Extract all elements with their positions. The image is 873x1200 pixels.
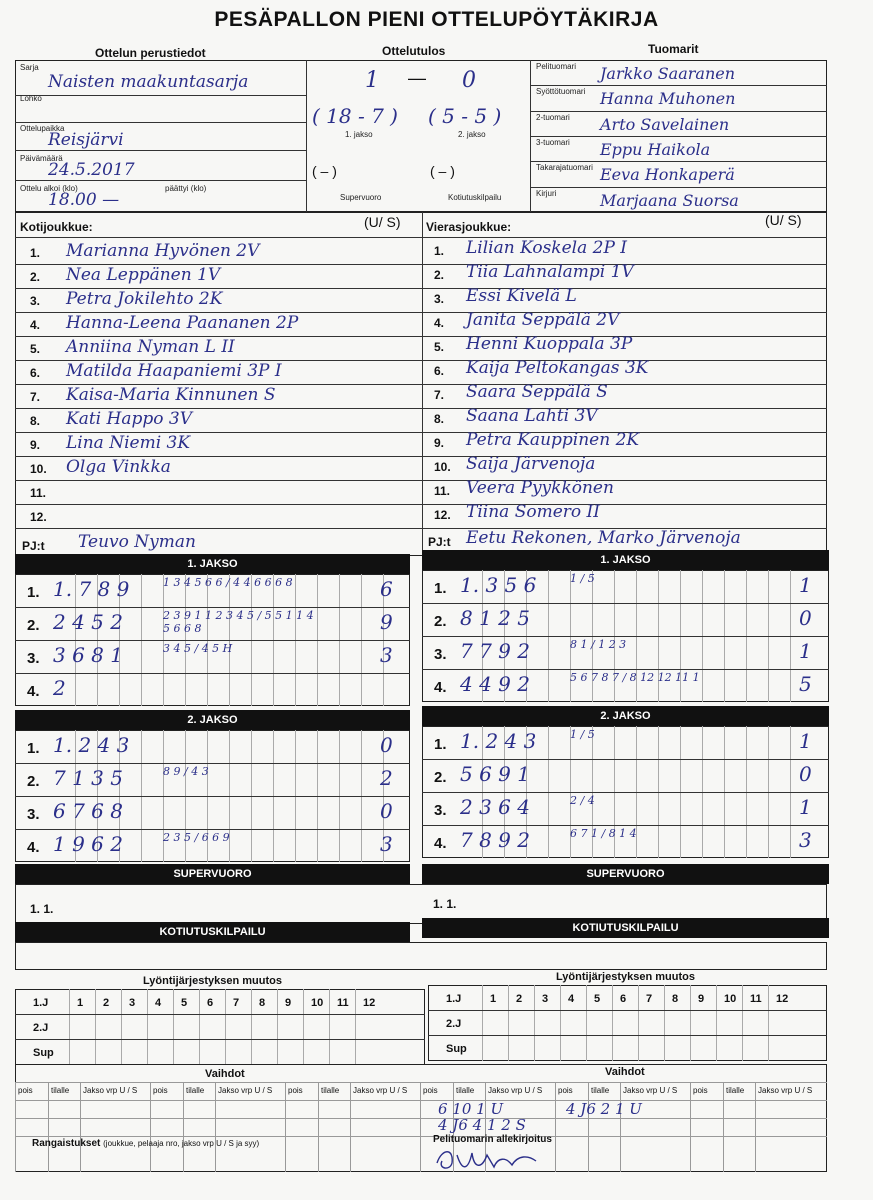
home-run-notes: 8 9 / 4 3: [163, 765, 209, 778]
vaihdot-column-header: pois: [423, 1086, 438, 1095]
rangaistukset-hint: (joukkue, pelaaja nro, jakso vrp U / S ja syy): [103, 1139, 260, 1148]
home-lyonti-col: 4: [155, 997, 162, 1009]
away-runs-total: 1: [799, 639, 812, 663]
home-lyonti-col: 12: [363, 997, 376, 1009]
home-player-name: Kati Happo 3V: [66, 409, 192, 429]
referee-name: Eppu Haikola: [600, 139, 711, 159]
referee-role: Kirjuri: [536, 188, 557, 198]
away-inning-label: 3.: [434, 646, 447, 663]
home-inning-label: 1.: [27, 740, 40, 757]
away-supervuoro-row: 1. 1.: [433, 897, 457, 911]
home-lyonti-col: 2: [103, 997, 110, 1009]
away-batting-sequence: 8 1 2 5: [460, 606, 530, 630]
supervuoro-score: ( – ): [312, 163, 337, 179]
home-inning-label: 1.: [27, 584, 40, 601]
result-header: Ottelutulos: [382, 44, 446, 58]
away-inning-label: 4.: [434, 835, 447, 852]
supervuoro-label: Supervuoro: [340, 193, 382, 202]
home-player-name: Lina Niemi 3K: [66, 433, 191, 453]
away-run-notes: 1 / 5: [570, 572, 595, 585]
result-dash: —: [408, 68, 426, 88]
away-player-number: 4.: [434, 316, 445, 330]
away-lyonti-col: 12: [776, 993, 789, 1005]
home-pj-label: PJ:t: [22, 539, 45, 553]
away-jakso1-band: 1. JAKSO: [422, 550, 829, 570]
referee-name: Jarkko Saaranen: [600, 64, 736, 83]
home-batting-sequence: 7 1 3 5: [53, 766, 123, 790]
home-player-number: 2.: [30, 270, 41, 284]
home-batting-sequence: 3 6 8 1: [53, 643, 123, 667]
signature-label: Pelituomarin allekirjoitus: [433, 1134, 552, 1145]
away-runs-total: 1: [799, 573, 812, 597]
referee-role: 3-tuomari: [536, 137, 570, 147]
home-player-name: Kaisa-Maria Kinnunen S: [66, 385, 276, 405]
home-vaihdot-title: Vaihdot: [205, 1068, 245, 1080]
home-lyonti-row: 1.J: [33, 997, 49, 1009]
vaihdot-column-header: tilalle: [186, 1086, 205, 1095]
home-player-number: 3.: [30, 294, 41, 308]
away-runs-total: 0: [799, 762, 812, 786]
home-kotiutus-band: KOTIUTUSKILPAILU: [15, 922, 410, 942]
home-lyonti-col: 11: [337, 997, 349, 1009]
away-run-notes: 2 / 4: [570, 794, 595, 807]
away-player-name: Janita Seppälä 2V: [466, 310, 620, 330]
kotiutus-score: ( – ): [430, 163, 455, 179]
home-lyonti-col: 8: [259, 997, 266, 1009]
referee-name: Eeva Honkaperä: [600, 165, 735, 185]
referee-role: Pelituomari: [536, 62, 577, 71]
away-lyonti-col: 8: [672, 993, 679, 1005]
home-player-number: 9.: [30, 438, 41, 452]
home-runs-total: 6: [380, 577, 393, 601]
lohko-label: Lohko: [20, 94, 42, 103]
referee-name: Arto Savelainen: [600, 114, 730, 134]
away-player-name: Lilian Koskela 2P I: [466, 238, 628, 258]
home-lyonti-col: 7: [233, 997, 240, 1009]
away-player-number: 3.: [434, 292, 445, 306]
home-batting-sequence: 2: [53, 676, 66, 700]
away-player-name: Saara Seppälä S: [466, 382, 608, 402]
sarja-label: Sarja: [20, 63, 39, 72]
kotiutus-frame: [15, 942, 827, 970]
vaihdot-column-header: pois: [288, 1086, 303, 1095]
home-runs-total: 3: [380, 643, 393, 667]
home-batting-sequence: 1. 2 4 3: [53, 733, 130, 757]
away-lyonti-row: Sup: [446, 1043, 467, 1055]
rangaistukset-label: Rangaistukset: [32, 1138, 101, 1149]
home-jakso1-band: 1. JAKSO: [15, 554, 410, 574]
vaihdot-column-header: tilalle: [726, 1086, 745, 1095]
away-lyonti-row: 2.J: [446, 1018, 462, 1030]
away-lyonti-col: 1: [490, 993, 497, 1005]
away-runs-total: 1: [799, 729, 812, 753]
away-pj-name: Eetu Rekonen, Marko Järvenoja: [466, 528, 741, 548]
away-batting-sequence: 4 4 9 2: [460, 672, 530, 696]
home-us-toggle[interactable]: (U/ S): [364, 214, 401, 230]
away-jakso2-band: 2. JAKSO: [422, 706, 829, 726]
away-runs-total: 1: [799, 795, 812, 819]
alkoi-value: 18.00 —: [48, 190, 120, 210]
away-player-name: Kaija Peltokangas 3K: [466, 358, 649, 378]
home-player-name: Anniina Nyman L II: [66, 337, 235, 357]
result-away: 0: [462, 68, 476, 93]
vaihdot-column-header: Jakso vrp U / S: [83, 1086, 138, 1095]
vaihdot-column-header: tilalle: [321, 1086, 340, 1095]
referee-role: Syöttötuomari: [536, 87, 586, 97]
home-run-notes: 2 3 5 / 6 6 9: [163, 831, 230, 844]
home-player-number: 12.: [30, 510, 47, 524]
vaihdot-column-header: tilalle: [591, 1086, 610, 1095]
paivamaara-label: Päivämäärä: [20, 154, 63, 163]
home-player-name: Petra Jokilehto 2K: [66, 289, 223, 309]
away-inning-label: 1.: [434, 736, 447, 753]
away-player-number: 12.: [434, 508, 451, 522]
home-batting-sequence: 6 7 6 8: [53, 799, 123, 823]
away-lyonti-col: 9: [698, 993, 705, 1005]
home-lyonti-col: 1: [77, 997, 84, 1009]
home-inning-label: 2.: [27, 617, 40, 634]
vaihdot-column-header: tilalle: [456, 1086, 475, 1095]
home-player-name: Olga Vinkka: [66, 457, 171, 477]
away-pj-label: PJ:t: [428, 535, 451, 549]
away-lyonti-title: Lyöntijärjestyksen muutos: [556, 971, 695, 983]
ottelupaikka-label: Ottelupaikka: [20, 124, 65, 133]
home-inning-label: 4.: [27, 683, 40, 700]
home-batting-sequence: 2 4 5 2: [53, 610, 123, 634]
home-runs-total: 2: [380, 766, 393, 790]
jakso2-score: ( 5 - 5 ): [428, 104, 502, 128]
vaihdot-column-header: pois: [558, 1086, 573, 1095]
away-batting-sequence: 1. 3 5 6: [460, 573, 537, 597]
away-player-name: Henni Kuoppala 3P: [466, 334, 633, 354]
home-lyonti-col: 3: [129, 997, 136, 1009]
away-lyonti-col: 3: [542, 993, 549, 1005]
home-player-number: 4.: [30, 318, 41, 332]
ottelupaikka-value: Reisjärvi: [48, 130, 124, 150]
vaihdot-column-header: Jakso vrp U / S: [218, 1086, 273, 1095]
vaihdot-column-header: pois: [153, 1086, 168, 1095]
away-batting-sequence: 5 6 9 1: [460, 762, 530, 786]
referee-name: Hanna Muhonen: [600, 89, 736, 109]
home-inning-label: 3.: [27, 806, 40, 823]
away-player-number: 7.: [434, 388, 445, 402]
away-player-number: 10.: [434, 460, 451, 474]
away-substitution-entry: 4 J6 4 1 2 S: [438, 1116, 526, 1134]
home-run-notes: 3 4 5 / 4 5 H: [163, 642, 233, 655]
rangaistukset: [32, 1138, 259, 1149]
paivamaara-value: 24.5.2017: [48, 160, 135, 180]
away-supervuoro-band: SUPERVUORO: [422, 864, 829, 884]
form-title: PESÄPALLON PIENI OTTELUPÖYTÄKIRJA: [214, 8, 659, 31]
home-batting-sequence: 1. 7 8 9: [53, 577, 130, 601]
home-lyonti-col: 9: [285, 997, 292, 1009]
home-lyonti-row: Sup: [33, 1047, 54, 1059]
vaihdot-column-header: tilalle: [51, 1086, 70, 1095]
referee-role: 2-tuomari: [536, 112, 570, 122]
home-lyonti-title: Lyöntijärjestyksen muutos: [143, 975, 282, 987]
away-player-number: 9.: [434, 436, 445, 450]
away-us-toggle[interactable]: (U/ S): [765, 212, 802, 228]
away-player-name: Petra Kauppinen 2K: [466, 430, 640, 450]
vaihdot-column-header: pois: [693, 1086, 708, 1095]
away-lyonti-col: 4: [568, 993, 575, 1005]
away-inning-label: 3.: [434, 802, 447, 819]
home-jakso2-band: 2. JAKSO: [15, 710, 410, 730]
referee-name: Marjaana Suorsa: [600, 190, 739, 210]
kotiutus-label: Kotiutuskilpailu: [448, 193, 502, 202]
vaihdot-column-header: Jakso vrp U / S: [623, 1086, 678, 1095]
referee-role: Takarajatuomari: [536, 163, 593, 173]
away-lyonti-col: 11: [750, 993, 762, 1005]
away-player-number: 6.: [434, 364, 445, 378]
vaihdot-column-header: Jakso vrp U / S: [488, 1086, 543, 1095]
home-player-number: 1.: [30, 246, 41, 260]
home-player-number: 6.: [30, 366, 41, 380]
away-batting-sequence: 2 3 6 4: [460, 795, 530, 819]
home-player-number: 5.: [30, 342, 41, 356]
away-lyonti-col: 2: [516, 993, 523, 1005]
away-runs-total: 3: [799, 828, 812, 852]
away-player-name: Tiina Somero II: [466, 502, 600, 522]
away-player-number: 2.: [434, 268, 445, 282]
away-player-name: Essi Kivelä L: [466, 286, 577, 306]
home-player-name: Matilda Haapaniemi 3P I: [66, 361, 282, 381]
jakso1-label: 1. jakso: [345, 130, 373, 139]
home-team-label: Kotijoukkue:: [20, 220, 93, 234]
home-player-name: Marianna Hyvönen 2V: [66, 241, 260, 261]
home-player-number: 7.: [30, 390, 41, 404]
referees-header: Tuomarit: [648, 42, 699, 56]
away-batting-sequence: 7 8 9 2: [460, 828, 530, 852]
away-player-number: 1.: [434, 244, 445, 258]
home-lyonti-col: 10: [311, 997, 324, 1009]
home-inning-label: 4.: [27, 839, 40, 856]
away-inning-label: 2.: [434, 613, 447, 630]
away-inning-label: 4.: [434, 679, 447, 696]
away-runs-total: 0: [799, 606, 812, 630]
away-player-number: 11.: [434, 484, 451, 498]
away-player-name: Veera Pyykkönen: [466, 478, 614, 498]
home-batting-sequence: 1 9 6 2: [53, 832, 123, 856]
home-lyonti-row: 2.J: [33, 1022, 49, 1034]
referee-signature: [432, 1143, 542, 1175]
paattyi-label: päättyi (klo): [165, 184, 207, 193]
away-lyonti-col: 10: [724, 993, 737, 1005]
home-pj-name: Teuvo Nyman: [78, 532, 196, 552]
home-lyonti-col: 6: [207, 997, 214, 1009]
home-inning-label: 2.: [27, 773, 40, 790]
home-runs-total: 0: [380, 799, 393, 823]
home-runs-total: 9: [380, 610, 393, 634]
away-run-notes: 6 7 1 / 8 1 4: [570, 827, 637, 840]
away-kotiutus-band: KOTIUTUSKILPAILU: [422, 918, 829, 938]
away-inning-label: 1.: [434, 580, 447, 597]
away-run-notes: 1 / 5: [570, 728, 595, 741]
sarja-value: Naisten maakuntasarja: [48, 72, 249, 92]
home-player-number: 10.: [30, 462, 47, 476]
away-player-name: Saija Järvenoja: [466, 454, 596, 474]
away-vaihdot-title: Vaihdot: [605, 1066, 645, 1078]
away-lyonti-col: 5: [594, 993, 601, 1005]
home-lyonti-col: 5: [181, 997, 188, 1009]
away-run-notes: 5 6 7 8 7 / 8 12 12 11 1: [570, 671, 700, 684]
home-player-number: 11.: [30, 486, 47, 500]
home-supervuoro-band: SUPERVUORO: [15, 864, 410, 884]
away-lyonti-col: 6: [620, 993, 627, 1005]
away-lyonti-col: 7: [646, 993, 653, 1005]
away-batting-sequence: 7 7 9 2: [460, 639, 530, 663]
away-team-label: Vierasjoukkue:: [426, 220, 512, 234]
away-substitution-entry: 6 10 1 U: [438, 1100, 504, 1118]
jakso1-score: ( 18 - 7 ): [312, 104, 398, 128]
away-substitution-entry: 4 J6 2 1 U: [566, 1100, 642, 1118]
away-inning-label: 2.: [434, 769, 447, 786]
home-runs-total: 3: [380, 832, 393, 856]
away-run-notes: 8 1 / 1 2 3: [570, 638, 627, 651]
home-player-number: 8.: [30, 414, 41, 428]
away-player-name: Tiia Lahnalampi 1V: [466, 262, 634, 282]
home-player-name: Nea Leppänen 1V: [66, 265, 221, 285]
vaihdot-column-header: Jakso vrp U / S: [758, 1086, 813, 1095]
vaihdot-column-header: pois: [18, 1086, 33, 1095]
alkoi-label: Ottelu alkoi (klo): [20, 184, 78, 193]
result-home: 1: [365, 68, 379, 93]
home-run-notes: 2 3 9 1 1 2 3 4 5 / 5 5 1 1 4 5 6 6 8: [163, 609, 314, 635]
away-lyonti-row: 1.J: [446, 993, 462, 1005]
home-inning-label: 3.: [27, 650, 40, 667]
home-run-notes: 1 3 4 5 6 6 / 4 4 6 6 6 8: [163, 576, 293, 589]
away-runs-total: 5: [799, 672, 812, 696]
jakso2-label: 2. jakso: [458, 130, 486, 139]
vaihdot-column-header: Jakso vrp U / S: [353, 1086, 408, 1095]
away-batting-sequence: 1. 2 4 3: [460, 729, 537, 753]
away-player-name: Saana Lahti 3V: [466, 406, 598, 426]
away-player-number: 8.: [434, 412, 445, 426]
away-player-number: 5.: [434, 340, 445, 354]
home-player-name: Hanna-Leena Paananen 2P: [66, 313, 299, 333]
home-runs-total: 0: [380, 733, 393, 757]
home-supervuoro-row: 1. 1.: [30, 902, 54, 916]
basic-info-header: Ottelun perustiedot: [95, 46, 206, 60]
